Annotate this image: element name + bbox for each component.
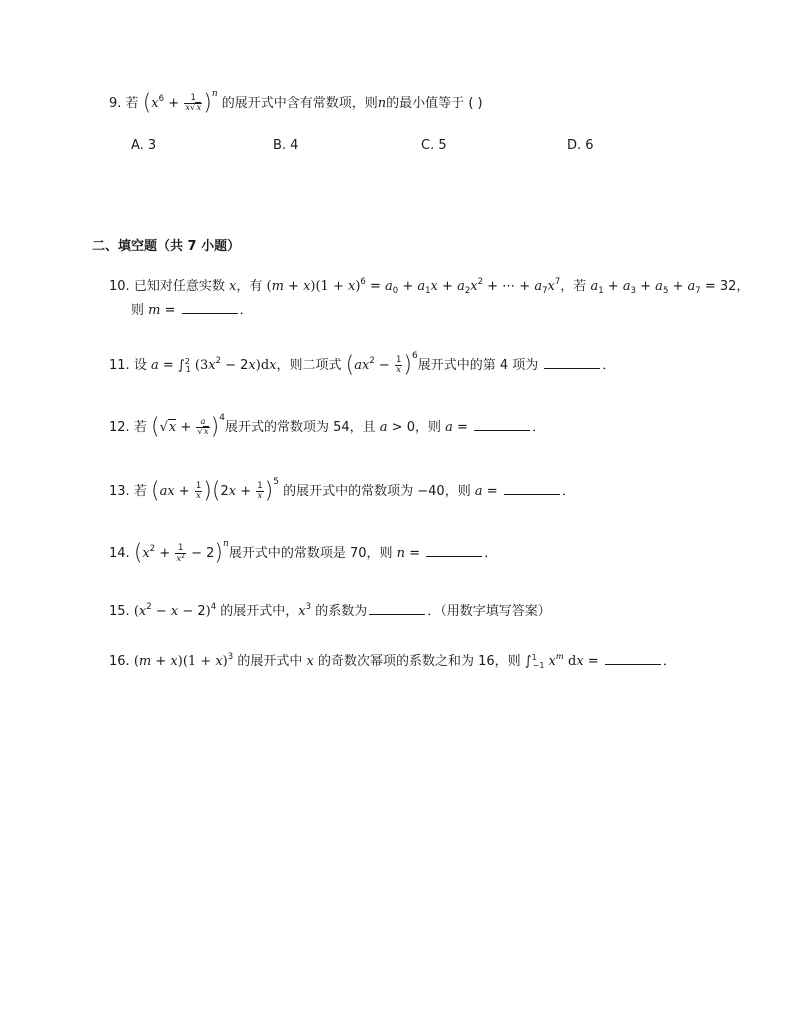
question-number: 15. xyxy=(109,604,130,619)
question-number: 16. xyxy=(109,654,130,669)
question-16: 16. $(m + x)(1 + x)^3$ 的展开式中 x 的奇数次幂项的系数之和为 16，则 ∫$^1_{-1}$ $x^m$ dx = ． xyxy=(109,652,676,670)
formula: ($x^6$ + $\frac{1}{x√x}$ )$^n$ xyxy=(142,89,218,116)
formula: (√x + $\frac{a}{√x}$ )$^4$ xyxy=(150,413,225,440)
answer-blank[interactable] xyxy=(504,484,560,495)
question-number: 12. xyxy=(109,420,130,435)
formula: (ax + $\frac{1}{x}$ )(2x + $\frac{1}{x}$ )$^5$ xyxy=(150,477,279,504)
question-15: 15. $(x^2 - x - 2)^4$ 的展开式中，$x^3$ 的系数为 ．（用数字填写答案） xyxy=(109,602,551,619)
question-number: 9. xyxy=(109,96,122,111)
question-number: 13. xyxy=(109,484,130,499)
formula: $(m + x)(1 + x)^6 = a_0 + a_1x + a_2x^2$ + ⋯ + $a_7x^7$ xyxy=(266,277,561,296)
formula: $(m + x)(1 + x)^3$ xyxy=(133,652,234,669)
option-c[interactable]: C. 5 xyxy=(421,138,447,153)
answer-blank[interactable] xyxy=(605,654,661,665)
question-11: 11. 设 a = ∫$^2_1$ $(3x^2 - 2x)dx$，则二项式 ($ax^2$ − $\frac{1}{x}$ )$^6$展开式中的第 4 项为 ． xyxy=(109,351,616,378)
option-b[interactable]: B. 4 xyxy=(273,138,299,153)
question-13: 13. 若 (ax + $\frac{1}{x}$ )(2x + $\frac{1}{x}$ )$^5$ 的展开式中的常数项为 −40，则 a = ． xyxy=(109,477,575,504)
answer-paren: ( ) xyxy=(468,96,483,111)
formula: a = ∫$^2_1$ $(3x^2 - 2x)dx$ xyxy=(150,356,277,374)
formula: $a_1 + a_3 + a_5 + a_7 = 32$， xyxy=(590,279,750,296)
formula: $(x^2 - x - 2)^4$ xyxy=(133,602,217,619)
option-a[interactable]: A. 3 xyxy=(131,138,157,153)
question-14: 14. ($x^2$ + $\frac{1}{x^2}$ − 2)$^n$展开式中的常数项是 70，则 n = ． xyxy=(109,539,498,566)
section-title: 二、填空题（共 7 小题） xyxy=(92,239,241,254)
formula: ($x^2$ + $\frac{1}{x^2}$ − 2)$^n$ xyxy=(133,539,229,566)
answer-blank[interactable] xyxy=(426,546,482,557)
answer-blank[interactable] xyxy=(369,604,425,615)
question-10-line-2: 则 m = ． xyxy=(131,303,253,318)
option-d[interactable]: D. 6 xyxy=(567,138,594,153)
answer-blank[interactable] xyxy=(474,420,530,431)
answer-blank[interactable] xyxy=(544,358,600,369)
answer-blank[interactable] xyxy=(182,303,238,314)
formula: ∫$^1_{-1}$ $x^m$ dx = xyxy=(524,652,603,670)
question-12: 12. 若 (√x + $\frac{a}{√x}$ )$^4$展开式的常数项为 54，且 a > 0，则 a = ． xyxy=(109,413,546,440)
question-number: 10. xyxy=(109,279,130,294)
question-number: 14. xyxy=(109,546,130,561)
question-9: 9. 若 ($x^6$ + $\frac{1}{x√x}$ )$^n$ 的展开式中含有常数项，则n的最小值等于 ( ) xyxy=(109,89,483,116)
formula: ($ax^2$ − $\frac{1}{x}$ )$^6$ xyxy=(345,351,418,378)
question-10: 10. 已知对任意实数 x，有 $(m + x)(1 + x)^6 = a_0 + a_1x + a_2x^2$ + ⋯ + $a_7x^7$，若 $a_1 + a_3 + a_5 + a_7 = 32$， xyxy=(109,277,750,296)
question-number: 11. xyxy=(109,358,130,373)
